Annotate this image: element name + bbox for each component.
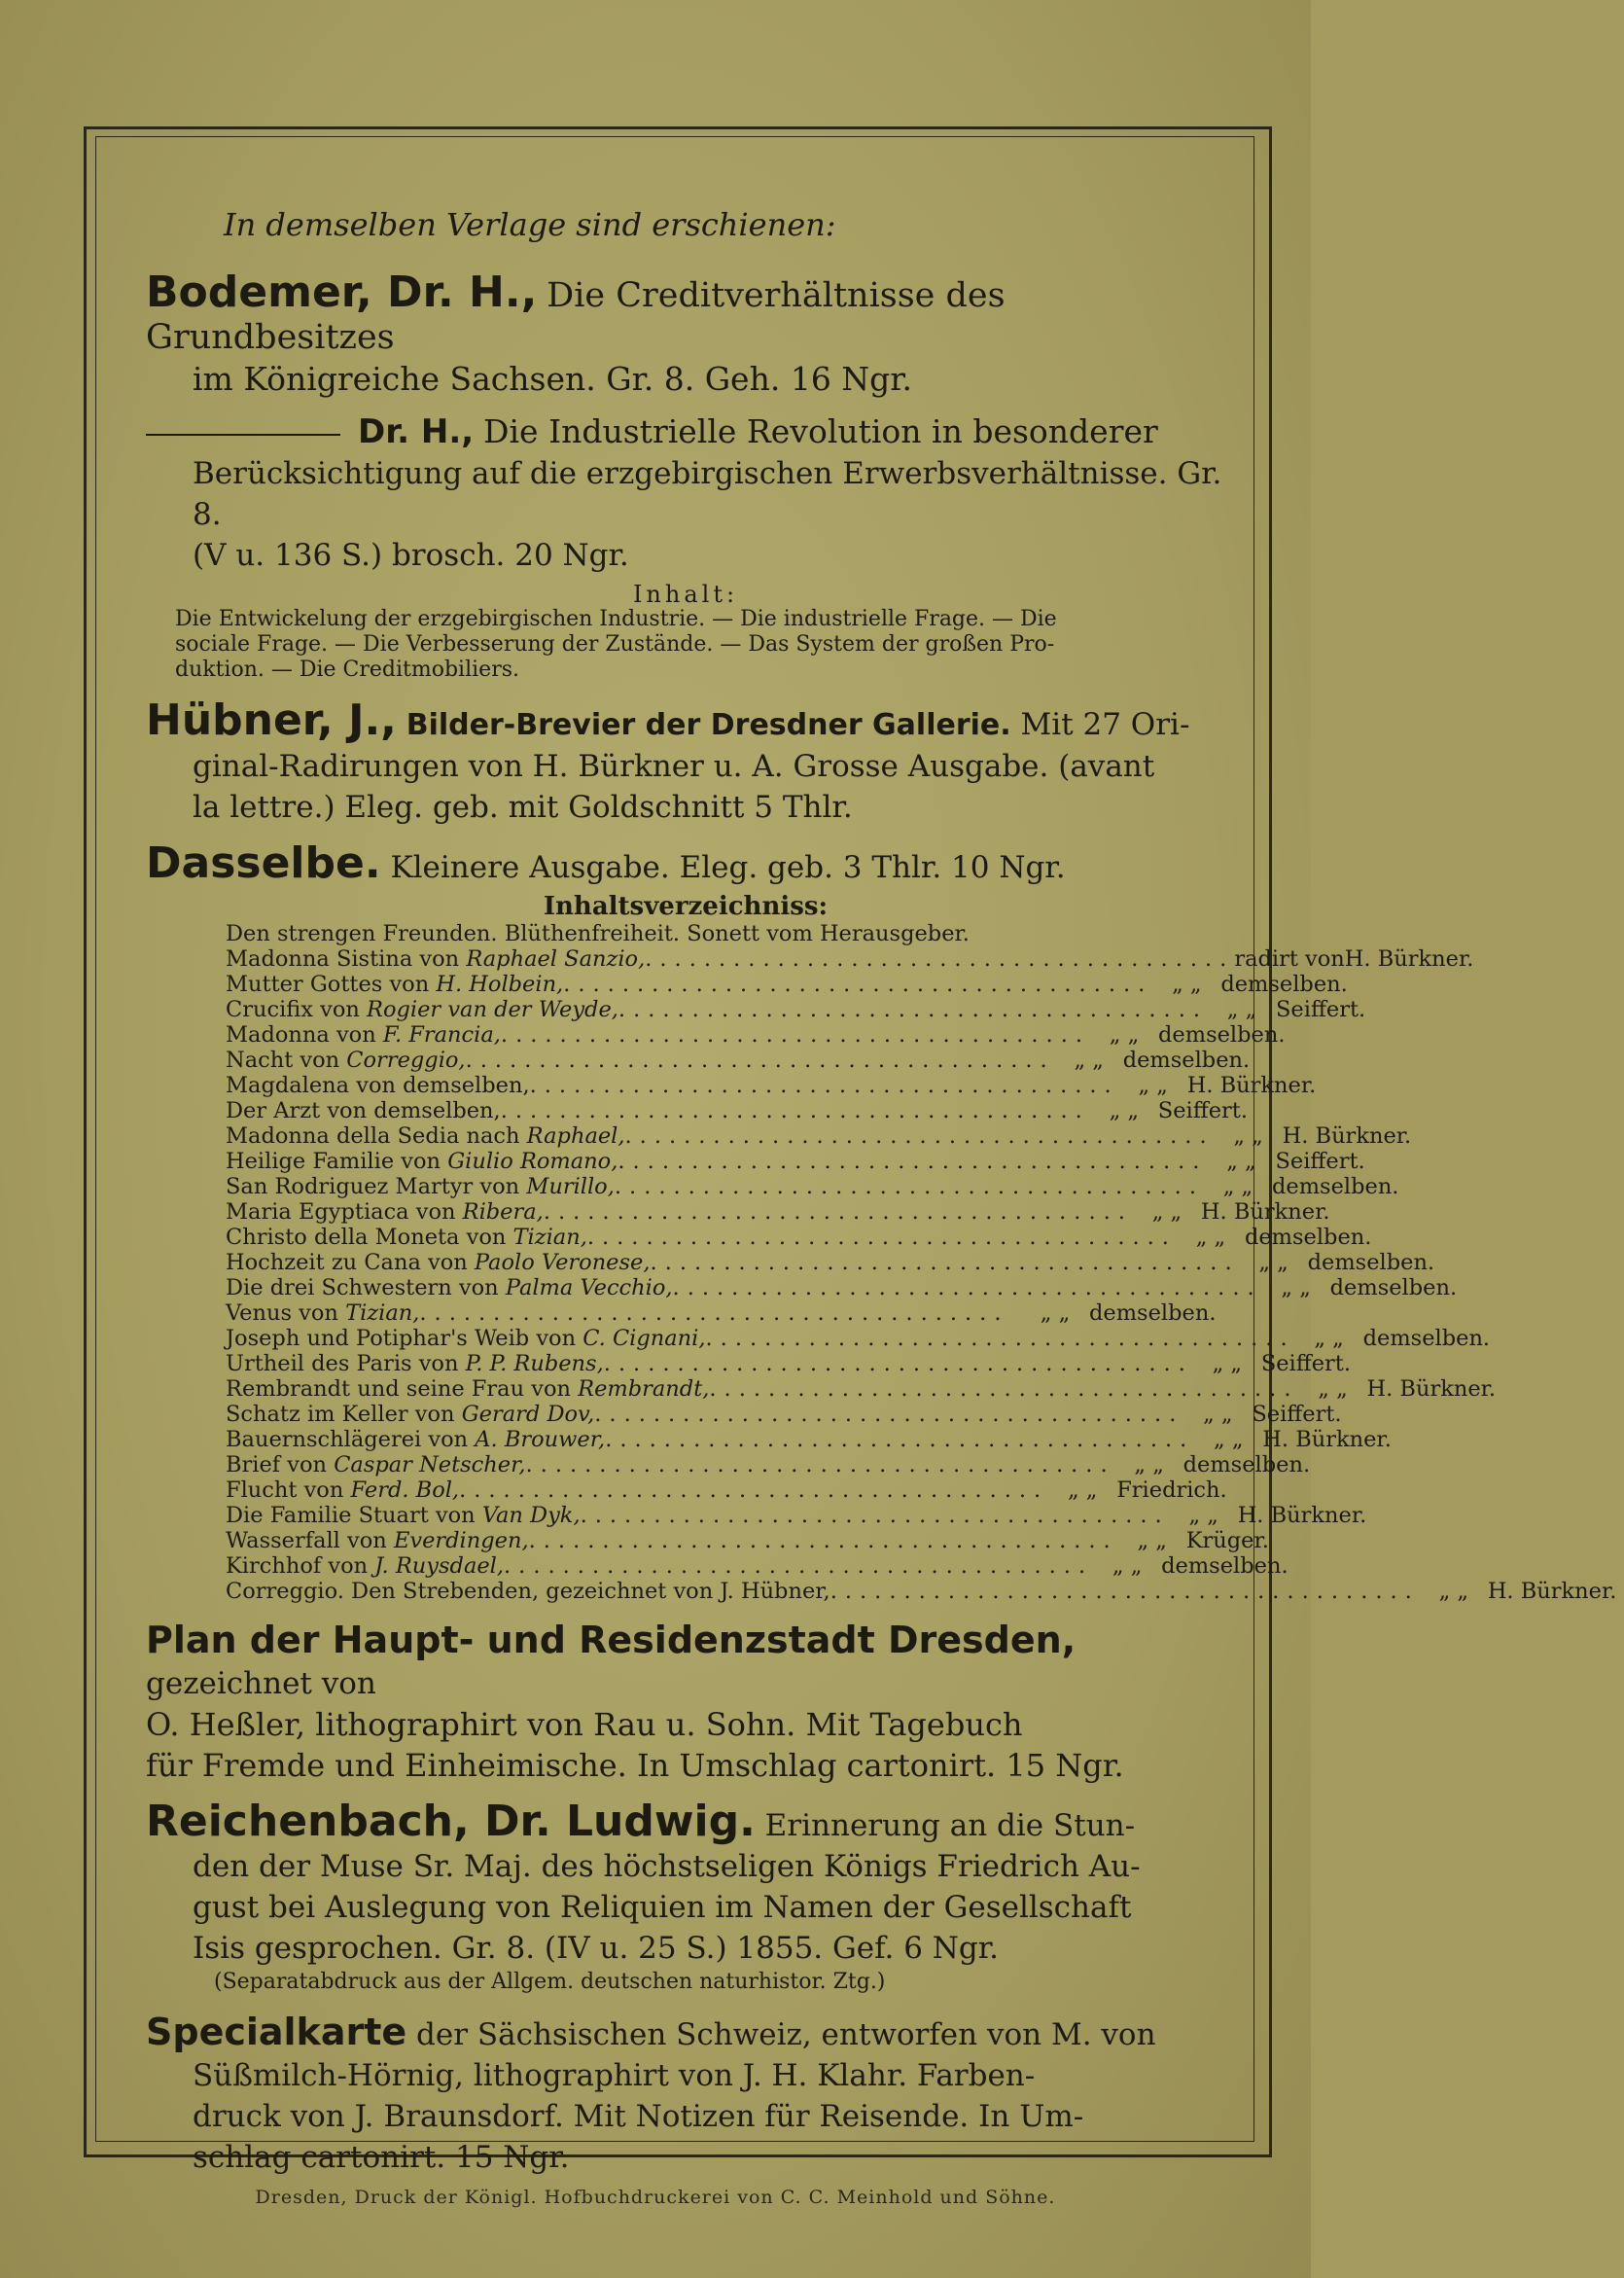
toc-title	[226, 972, 563, 997]
entry-text: der Sächsischen Schweiz, entworfen von M. von	[416, 2017, 1156, 2052]
toc-row	[226, 1528, 1269, 1553]
toc-engraver: Seiffert.	[1275, 1149, 1365, 1174]
toc-engraver: Seiffert.	[1252, 1402, 1342, 1427]
toc-leader-dots: ........................................	[586, 1225, 1177, 1250]
toc-work: Urtheil des Paris von	[226, 1351, 466, 1376]
book-title: Bilder-Brevier der Dresdner Gallerie.	[406, 708, 1011, 742]
toc-engraved-by: „ „	[1233, 1123, 1263, 1149]
toc-artist: Murillo,	[526, 1174, 615, 1199]
toc-work: Crucifix von	[226, 997, 368, 1022]
toc-leader-dots: ........................................	[543, 1199, 1133, 1225]
toc-artist: A. Brouwer,	[475, 1427, 606, 1452]
toc-leader-dots: ........................................	[618, 997, 1209, 1022]
toc-artist: Giulio Romano,	[447, 1149, 618, 1174]
toc-engraved-by: „ „	[1188, 1503, 1218, 1528]
entry-text: Mit 27 Ori-	[1020, 707, 1190, 742]
toc-leader-dots: ........................................	[645, 946, 1235, 972]
toc-title	[226, 1326, 706, 1351]
toc-row	[226, 1225, 1372, 1250]
toc-row	[226, 972, 1348, 997]
toc-row	[226, 1048, 1251, 1073]
toc-title	[226, 1073, 530, 1098]
entry-text: im Königreiche Sachsen. Gr. 8. Geh. 16 Ngr.	[193, 360, 912, 398]
toc-title	[226, 1477, 459, 1503]
author-name: Bodemer, Dr. H.,	[146, 267, 538, 317]
toc-row	[226, 1149, 1365, 1174]
toc-leader-dots: ........................................	[614, 1174, 1204, 1199]
toc-row	[226, 1376, 1497, 1402]
toc-work: Schatz im Keller von	[226, 1402, 462, 1427]
toc-engraved-by: „ „	[1258, 1250, 1289, 1275]
toc-engraver: demselben.	[1122, 1048, 1251, 1073]
contents-line: sociale Frage. — Die Verbesserung der Zustände. — Das System der großen Pro-	[175, 632, 1055, 657]
entry-text: druck von J. Braunsdorf. Mit Notizen für Reisende. In Um-	[193, 2099, 1084, 2134]
toc-leader-dots: ........................................	[525, 1452, 1115, 1477]
toc-leader-dots: ........................................	[459, 1477, 1049, 1503]
toc-title	[226, 1452, 526, 1477]
toc-leader-dots: ........................................	[624, 1123, 1215, 1149]
toc-leader-dots: ........................................	[529, 1073, 1119, 1098]
toc-artist: Paolo Veronese,	[474, 1250, 651, 1275]
toc-row	[226, 1579, 1617, 1604]
toc-artist: Correggio,	[346, 1048, 466, 1073]
toc-leader-dots: ........................................	[500, 1098, 1090, 1123]
toc-row	[226, 997, 1366, 1022]
toc-work: Correggio. Den Strebenden, gezeichnet von J. Hübner,	[226, 1579, 830, 1604]
toc-work: Flucht von	[226, 1477, 351, 1503]
entry-dasselbe	[146, 838, 1617, 1604]
toc-engraved-by: „ „	[1226, 1149, 1256, 1174]
toc-row	[226, 1174, 1399, 1199]
toc-engraver: H. Bürkner.	[1200, 1199, 1330, 1225]
toc-title	[226, 1199, 544, 1225]
toc-row	[226, 1250, 1435, 1275]
toc-artist: C. Cignani,	[583, 1326, 706, 1351]
toc-artist: Palma Vecchio,	[505, 1275, 673, 1300]
toc-work: Kirchhof von	[226, 1553, 375, 1579]
entry-huebner	[146, 695, 1225, 828]
intro-heading: In demselben Verlage sind erschienen:	[224, 206, 836, 243]
toc-work: Madonna von	[226, 1022, 383, 1048]
toc-engraved-by: „ „	[1226, 997, 1257, 1022]
entry-reichenbach	[146, 1797, 1225, 1996]
toc-engraver: H. Bürkner.	[1237, 1503, 1367, 1528]
toc-engraver: Seiffert.	[1276, 997, 1366, 1022]
author-name: Specialkarte	[146, 2011, 407, 2053]
toc-leader-dots: ........................................	[709, 1376, 1299, 1402]
toc-work: Brief von	[226, 1452, 335, 1477]
author-name: Plan der Haupt- und Residenzstadt Dresden,	[146, 1619, 1077, 1661]
toc-work: Rembrandt und seine Frau von	[226, 1376, 579, 1402]
toc-title	[226, 1503, 581, 1528]
toc-artist: Raphael,	[526, 1123, 625, 1149]
toc-row	[226, 1503, 1367, 1528]
toc-leader-dots: ........................................	[650, 1250, 1240, 1275]
entry-bodemer-2	[146, 411, 1225, 683]
entry-text: Kleinere Ausgabe. Eleg. geb. 3 Thlr. 10 Ngr.	[390, 850, 1066, 885]
toc-title	[226, 1149, 618, 1174]
toc-title	[226, 1275, 673, 1300]
toc-row	[226, 1427, 1392, 1452]
entry-text: ginal-Radirungen von H. Bürkner u. A. Grosse Ausgabe. (avant	[193, 749, 1155, 784]
toc-artist: Rembrandt,	[578, 1376, 710, 1402]
toc-work: Magdalena von demselben,	[226, 1073, 530, 1098]
toc-engraver: demselben.	[1329, 1275, 1458, 1300]
toc-work: Maria Egyptiaca von	[226, 1199, 463, 1225]
toc-engraved-by: „ „	[1112, 1553, 1143, 1579]
entry-text: Die Industrielle Revolution in besonderer	[483, 412, 1158, 450]
toc-leader-dots: ........................................	[830, 1579, 1420, 1604]
toc-engraver: demselben.	[1362, 1326, 1491, 1351]
entry-text: schlag cartonirt. 15 Ngr.	[193, 2140, 570, 2175]
toc-title	[226, 946, 645, 972]
entry-text: den der Muse Sr. Maj. des höchstseligen Königs Friedrich Au-	[193, 1849, 1141, 1884]
toc-title	[226, 1553, 504, 1579]
toc-work: Heilige Familie von	[226, 1149, 448, 1174]
advertisement-content	[146, 204, 1617, 2189]
toc-row	[226, 1073, 1317, 1098]
toc-title	[226, 1427, 605, 1452]
toc-work: Joseph und Potiphar's Weib von	[226, 1326, 583, 1351]
toc-title	[226, 1250, 651, 1275]
toc-row	[226, 1351, 1352, 1376]
author-name: Reichenbach, Dr. Ludwig.	[146, 1797, 756, 1846]
toc-engraved-by: „ „	[1172, 972, 1202, 997]
toc-engraved-by: „ „	[1212, 1351, 1243, 1376]
toc-work: Mutter Gottes von	[226, 972, 437, 997]
toc-row	[226, 1452, 1311, 1477]
entry-specialkarte	[146, 2011, 1225, 2178]
toc-engraved-by: „ „	[1074, 1048, 1104, 1073]
toc-engraver: H. Bürkner.	[1186, 1073, 1317, 1098]
toc-work: San Rodriguez Martyr von	[226, 1174, 527, 1199]
entry-text: Berücksichtigung auf die erzgebirgischen Erwerbsverhältnisse. Gr. 8.	[193, 456, 1222, 532]
toc-leader-dots: ........................................	[603, 1351, 1193, 1376]
toc-engraver: Friedrich.	[1116, 1477, 1227, 1503]
toc-heading: Inhaltsverzeichniss:	[543, 892, 829, 921]
toc-leader-dots: ........................................	[605, 1427, 1195, 1452]
toc-row	[226, 1022, 1286, 1048]
toc-work: Nacht von	[226, 1048, 347, 1073]
entry-text: gezeichnet von	[146, 1666, 376, 1701]
toc-title	[226, 1022, 501, 1048]
toc-engraved-by: „ „	[1195, 1225, 1226, 1250]
toc-engraver: H. Bürkner.	[1262, 1427, 1392, 1452]
toc-title	[226, 1048, 466, 1073]
entry-text: O. Heßler, lithographirt von Rau u. Sohn. Mit Tagebuch	[146, 1706, 1023, 1743]
entry-text: für Fremde und Einheimische. In Umschlag cartonirt. 15 Ngr.	[146, 1747, 1124, 1784]
toc-engraved-by: radirt von	[1234, 946, 1345, 972]
toc-engraver: demselben.	[1220, 972, 1348, 997]
toc-engraver: demselben.	[1161, 1553, 1289, 1579]
toc-engraved-by: „ „	[1151, 1199, 1183, 1225]
toc-first-line: Den strengen Freunden. Blüthenfreiheit. Sonett vom Herausgeber.	[226, 921, 970, 946]
toc-engraver: demselben.	[1244, 1225, 1372, 1250]
table-of-contents	[146, 921, 1617, 1604]
author-name: Hübner, J.,	[146, 695, 397, 745]
toc-engraver: Seiffert.	[1260, 1351, 1352, 1376]
toc-artist: F. Francia,	[382, 1022, 501, 1048]
toc-row	[226, 1477, 1225, 1503]
toc-engraved-by: „ „	[1314, 1326, 1344, 1351]
toc-artist: H. Holbein,	[436, 972, 564, 997]
toc-artist: Gerard Dov,	[461, 1402, 595, 1427]
toc-row	[226, 1199, 1330, 1225]
toc-work: Die drei Schwestern von	[226, 1275, 506, 1300]
entry-text: gust bei Auslegung von Reliquien im Namen der Gesellschaft	[193, 1890, 1132, 1925]
toc-engraver: demselben.	[1271, 1174, 1399, 1199]
toc-title	[226, 1579, 830, 1604]
toc-engraver: H. Bürkner.	[1282, 1123, 1412, 1149]
toc-artist: Everdingen,	[393, 1528, 529, 1553]
toc-title	[226, 1174, 615, 1199]
toc-title	[226, 1098, 501, 1123]
toc-title	[226, 1123, 625, 1149]
printer-imprint: Dresden, Druck der Königl. Hofbuchdruckerei von C. C. Meinhold und Söhne.	[255, 2187, 1056, 2208]
toc-engraver: demselben.	[1089, 1300, 1217, 1326]
toc-leader-dots: ........................................	[705, 1326, 1295, 1351]
toc-row	[226, 1275, 1458, 1300]
toc-leader-dots: ........................................	[465, 1048, 1055, 1073]
toc-row	[226, 1326, 1491, 1351]
toc-work: Venus von	[226, 1300, 346, 1326]
toc-engraved-by: „ „	[1203, 1402, 1233, 1427]
author-name: Dr. H.,	[358, 412, 475, 451]
toc-leader-dots: ........................................	[419, 1300, 1009, 1326]
toc-title	[226, 1376, 709, 1402]
entry-plan	[146, 1620, 1225, 1786]
toc-engraved-by: „ „	[1040, 1300, 1071, 1326]
toc-title	[226, 1402, 594, 1427]
toc-work: Die Familie Stuart von	[226, 1503, 482, 1528]
toc-row	[226, 1402, 1342, 1427]
contents-line: Die Entwickelung der erzgebirgischen Industrie. — Die industrielle Frage. — Die	[175, 607, 1057, 631]
toc-title	[226, 1225, 587, 1250]
toc-artist: Rogier van der Weyde,	[367, 997, 618, 1022]
toc-leader-dots: ........................................	[504, 1553, 1094, 1579]
entry-text: Erinnerung an die Stun-	[764, 1808, 1136, 1843]
entry-text: Die Creditverhältnisse des Grundbesitzes	[146, 276, 1006, 357]
contents-line: duktion. — Die Creditmobiliers.	[175, 658, 519, 682]
entry-note: (Separatabdruck aus der Allgem. deutschen naturhistor. Ztg.)	[214, 1970, 886, 1994]
toc-leader-dots: ........................................	[594, 1402, 1184, 1427]
toc-rows	[226, 946, 1617, 1604]
toc-leader-dots: ........................................	[563, 972, 1153, 997]
toc-engraved-by: „ „	[1137, 1528, 1167, 1553]
entry-text: (V u. 136 S.) brosch. 20 Ngr.	[193, 538, 629, 573]
toc-leader-dots: ........................................	[500, 1022, 1091, 1048]
toc-work: Madonna della Sedia nach	[226, 1123, 527, 1149]
toc-artist: Ribera,	[462, 1199, 544, 1225]
toc-leader-dots: ........................................	[580, 1503, 1170, 1528]
toc-artist: Van Dyk,	[481, 1503, 581, 1528]
toc-engraved-by: „ „	[1109, 1098, 1140, 1123]
toc-engraver: demselben.	[1307, 1250, 1435, 1275]
toc-row	[226, 1553, 1289, 1579]
toc-artist: Tizian,	[345, 1300, 420, 1326]
toc-engraver: H. Bürkner.	[1487, 1579, 1617, 1604]
toc-engraved-by: „ „	[1214, 1427, 1244, 1452]
toc-artist: Ferd. Bol,	[350, 1477, 460, 1503]
toc-work: Der Arzt von demselben,	[226, 1098, 501, 1123]
entry-text: la lettre.) Eleg. geb. mit Goldschnitt 5 Thlr.	[193, 790, 853, 825]
toc-row	[226, 1123, 1412, 1149]
toc-artist: Raphael Sanzio,	[466, 946, 646, 972]
toc-work: Bauernschlägerei von	[226, 1427, 476, 1452]
toc-engraver: demselben.	[1183, 1452, 1311, 1477]
toc-engraved-by: „ „	[1109, 1022, 1140, 1048]
toc-title	[226, 997, 618, 1022]
entry-text: Süßmilch-Hörnig, lithographirt von J. H. Klahr. Farben-	[193, 2058, 1036, 2093]
toc-row	[226, 1098, 1248, 1123]
toc-leader-dots: ........................................	[528, 1528, 1118, 1553]
toc-engraved-by: „ „	[1138, 1073, 1168, 1098]
toc-row	[226, 946, 1474, 972]
toc-engraver: demselben.	[1158, 1022, 1286, 1048]
toc-artist: J. Ruysdael,	[374, 1553, 505, 1579]
toc-artist: Tizian,	[512, 1225, 587, 1250]
toc-leader-dots: ........................................	[618, 1149, 1208, 1174]
toc-engraver: Krüger.	[1185, 1528, 1269, 1553]
toc-engraver: Seiffert.	[1157, 1098, 1248, 1123]
toc-title	[226, 1351, 604, 1376]
ditto-rule	[146, 434, 340, 436]
entry-bodemer-1	[146, 267, 1225, 400]
contents-heading: Inhalt:	[632, 581, 739, 608]
toc-work: Christo della Moneta von	[226, 1225, 513, 1250]
toc-engraver: H. Bürkner.	[1366, 1376, 1497, 1402]
toc-engraved-by: „ „	[1318, 1376, 1348, 1402]
toc-artist: Caspar Netscher,	[334, 1452, 526, 1477]
toc-work: Hochzeit zu Cana von	[226, 1250, 475, 1275]
entry-text: Isis gesprochen. Gr. 8. (IV u. 25 S.) 1855. Gef. 6 Ngr.	[193, 1931, 1000, 1966]
toc-engraved-by: „ „	[1438, 1579, 1469, 1604]
toc-title	[226, 1528, 529, 1553]
toc-engraved-by: „ „	[1134, 1452, 1164, 1477]
toc-engraved-by: „ „	[1067, 1477, 1098, 1503]
author-name: Dasselbe.	[146, 838, 381, 888]
toc-leader-dots: ........................................	[672, 1275, 1262, 1300]
toc-work: Madonna Sistina von	[226, 946, 467, 972]
toc-engraver: H. Bürkner.	[1344, 946, 1474, 972]
toc-engraved-by: „ „	[1222, 1174, 1253, 1199]
toc-title	[226, 1300, 419, 1326]
toc-row	[226, 1300, 1225, 1326]
toc-work: Wasserfall von	[226, 1528, 394, 1553]
toc-engraved-by: „ „	[1281, 1275, 1311, 1300]
toc-artist: P. P. Rubens,	[465, 1351, 604, 1376]
